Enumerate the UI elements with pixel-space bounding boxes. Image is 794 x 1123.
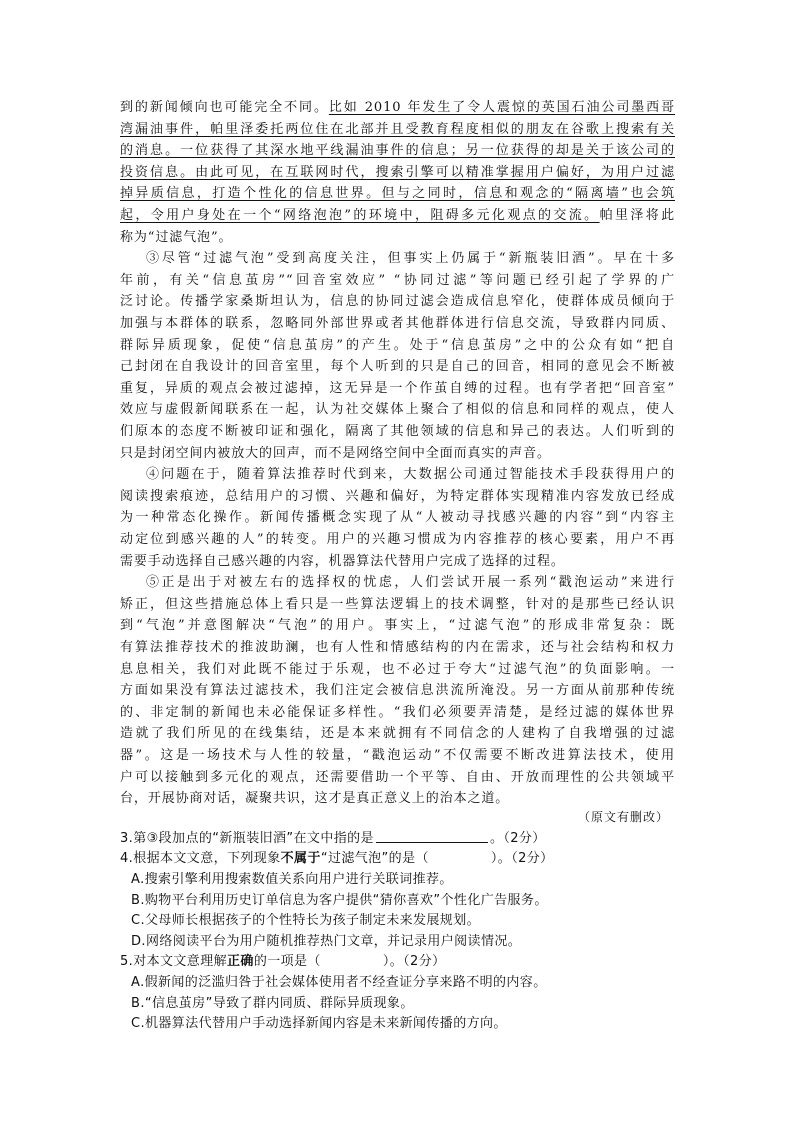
passage-line: 需要手动选择自己感兴趣的内容，机器算法代替用户完成了选择的过程。 [120, 553, 565, 569]
passage-line: 群际异质现象，促使“信息茧房”的产生。处于“信息茧房”之中的公众有如“把自 [120, 337, 675, 353]
passage-line: 矫正，但这些措施总体上看只是一些算法逻辑上的技术调整，针对的是那些已经认识 [120, 596, 675, 612]
passage-line: 泛讨论。传播学家桑斯坦认为，信息的协同过滤会造成信息窄化，使群体成员倾向于 [120, 294, 675, 310]
question-5-option-a[interactable]: A.假新闻的泛滥归咎于社会媒体使用者不经查证分享来路不明的内容。 [131, 975, 547, 990]
passage-line: 息息相关，我们对此既不能过于乐观，也不必过于夸大“过滤气泡”的负面影响。一 [120, 661, 675, 677]
question-5 [120, 953, 446, 971]
question-3: 3.第③段加点的“新瓶装旧酒”在文中指的是 。（2分） [120, 830, 546, 846]
question-5-keyword: 正确 [227, 954, 254, 970]
passage-line: 掉异质信息，打造个性化的信息世界。但与之同时，信息和观念的“隔离墙”也会筑 [120, 186, 675, 202]
question-4-option-a[interactable]: A.搜索引擎利用搜索数值关系向用户进行关联词推荐。 [131, 872, 453, 887]
passage-line: 起，令用户身处在一个“网络泡泡”的环境中，阻碍多元化观点的交流。帕里泽将此 [120, 208, 675, 223]
passage-line: 器”。这是一场技术与人性的较量，“戳泡运动”不仅需要不断改进算法技术，使用 [120, 748, 675, 763]
passage-line: 方面如果没有算法过滤技术，我们注定会被信息洪流所淹没。另一方面从前那种传统 [120, 683, 675, 699]
passage-line: 户可以接触到多元化的观点，还需要借助一个平等、自由、开放而理性的公共领域平 [120, 769, 675, 785]
passage-line: 到“气泡”并意图解决“气泡”的用户。事实上，“过滤气泡”的形成非常复杂：既 [120, 618, 675, 634]
passage-line: 只是封闭空间内被放大的回声，而不是网络空间中全面而真实的声音。 [120, 445, 551, 461]
passage-line: 造就了我们所见的在线集结，还是本来就拥有不同信念的人建构了自我增强的过滤 [120, 726, 675, 742]
passage-line: 年前，有关“信息茧房”“回音室效应” “协同过滤”等问题已经引起了学界的广 [120, 272, 675, 288]
question-5-option-c[interactable]: C.机器算法代替用户手动选择新闻内容是未来新闻传播的方向。 [131, 1016, 507, 1032]
paragraph-4-start: ④问题在于，随着算法推荐时代到来，大数据公司通过智能技术手段获得用户的 [146, 467, 675, 483]
passage-line: 己封闭在自我设计的回音室里，每个人听到的只是自己的回音，相同的意见会不断被 [120, 359, 675, 375]
paragraph-5-start: ⑤正是出于对被左右的选择权的忧虑，人们尝试开展一系列“戳泡运动”来进行 [146, 575, 675, 591]
passage-line: 效应与虚假新闻联系在一起，认为社交媒体上聚合了相似的信息和同样的观点，使人 [120, 402, 675, 418]
question-4-option-b[interactable]: B.购物平台利用历史订单信息为客户提供“猜你喜欢”个性化广告服务。 [131, 892, 548, 908]
answer-blank[interactable] [376, 830, 488, 843]
passage-line: 加强与本群体的联系，忽略同外部世界或者其他群体进行信息交流，导致群内同质、 [120, 316, 675, 331]
passage-line: 阅读搜索痕迹，总结用户的习惯、兴趣和偏好，为特定群体实现精准内容发放已经成 [120, 488, 675, 504]
paragraph-3-start: ③尽管“过滤气泡”受到高度关注，但事实上仍属于“新瓶装旧酒”。早在十多 [146, 251, 675, 267]
passage-line: 们原本的态度不断被印证和强化，隔离了其他领域的信息和异己的表达。人们听到的 [120, 424, 675, 439]
question-5-prefix: 5.对本文文意理解 [120, 954, 228, 970]
passage-line: 投资信息。由此可见，在互联网时代，搜索引擎可以精准掌握用户偏好，为用户过滤 [120, 164, 675, 180]
question-4: 4.根据本文文意，下列现象不属于“过滤气泡”的是（ ）。（2分） [120, 851, 554, 867]
question-4-option-d[interactable]: D.网络阅读平台为用户随机推荐热门文章，并记录用户阅读情况。 [131, 933, 522, 949]
passage-line: 的消息。一位获得了其深水地平线漏油事件的信息；另一位获得的却是关于该公司的 [120, 143, 675, 159]
passage-line: 的、非定制的新闻也未必能保证多样性。“我们必须要弄清楚，是经过滤的媒体世界 [120, 704, 675, 720]
question-5-option-b[interactable]: B.“信息茧房”导致了群内同质、群际异质现象。 [131, 995, 414, 1011]
question-5-suffix: 的一项是（ [253, 954, 321, 970]
passage-line: 湾漏油事件，帕里泽委托两位住在北部并且受教育程度相似的朋友在谷歌上搜索有关 [120, 121, 675, 137]
passage-line: 为一种常态化操作。新闻传播概念实现了从“人被动寻找感兴趣的内容”到“内容主 [120, 510, 675, 526]
question-4-option-c[interactable]: C.父母师长根据孩子的个性特长为孩子制定未来发展规划。 [131, 913, 481, 929]
passage-line: 称为“过滤气泡”。 [120, 229, 233, 245]
passage-line: 到的新闻倾向也可能完全不同。比如 2010 年发生了令人震惊的英国石油公司墨西哥 [120, 100, 675, 115]
passage-line: 重复，异质的观点会被过滤掉，这无异是一个作茧自缚的过程。也有学者把“回音室” [120, 380, 675, 396]
question-5-close: ）。（2分） [382, 954, 446, 970]
passage-line: 台，开展协商对话，凝聚共识，这才是真正意义上的治本之道。 [120, 791, 510, 807]
passage-line: 动定位到感兴趣的人”的转变。用户的兴趣习惯成为内容推荐的核心要素，用户不再 [120, 532, 675, 547]
source-note: （原文有删改） [577, 809, 669, 824]
passage-line: 有算法推荐技术的推波助澜，也有人性和情感结构的内在需求，还与社会结构和权力 [120, 640, 675, 655]
